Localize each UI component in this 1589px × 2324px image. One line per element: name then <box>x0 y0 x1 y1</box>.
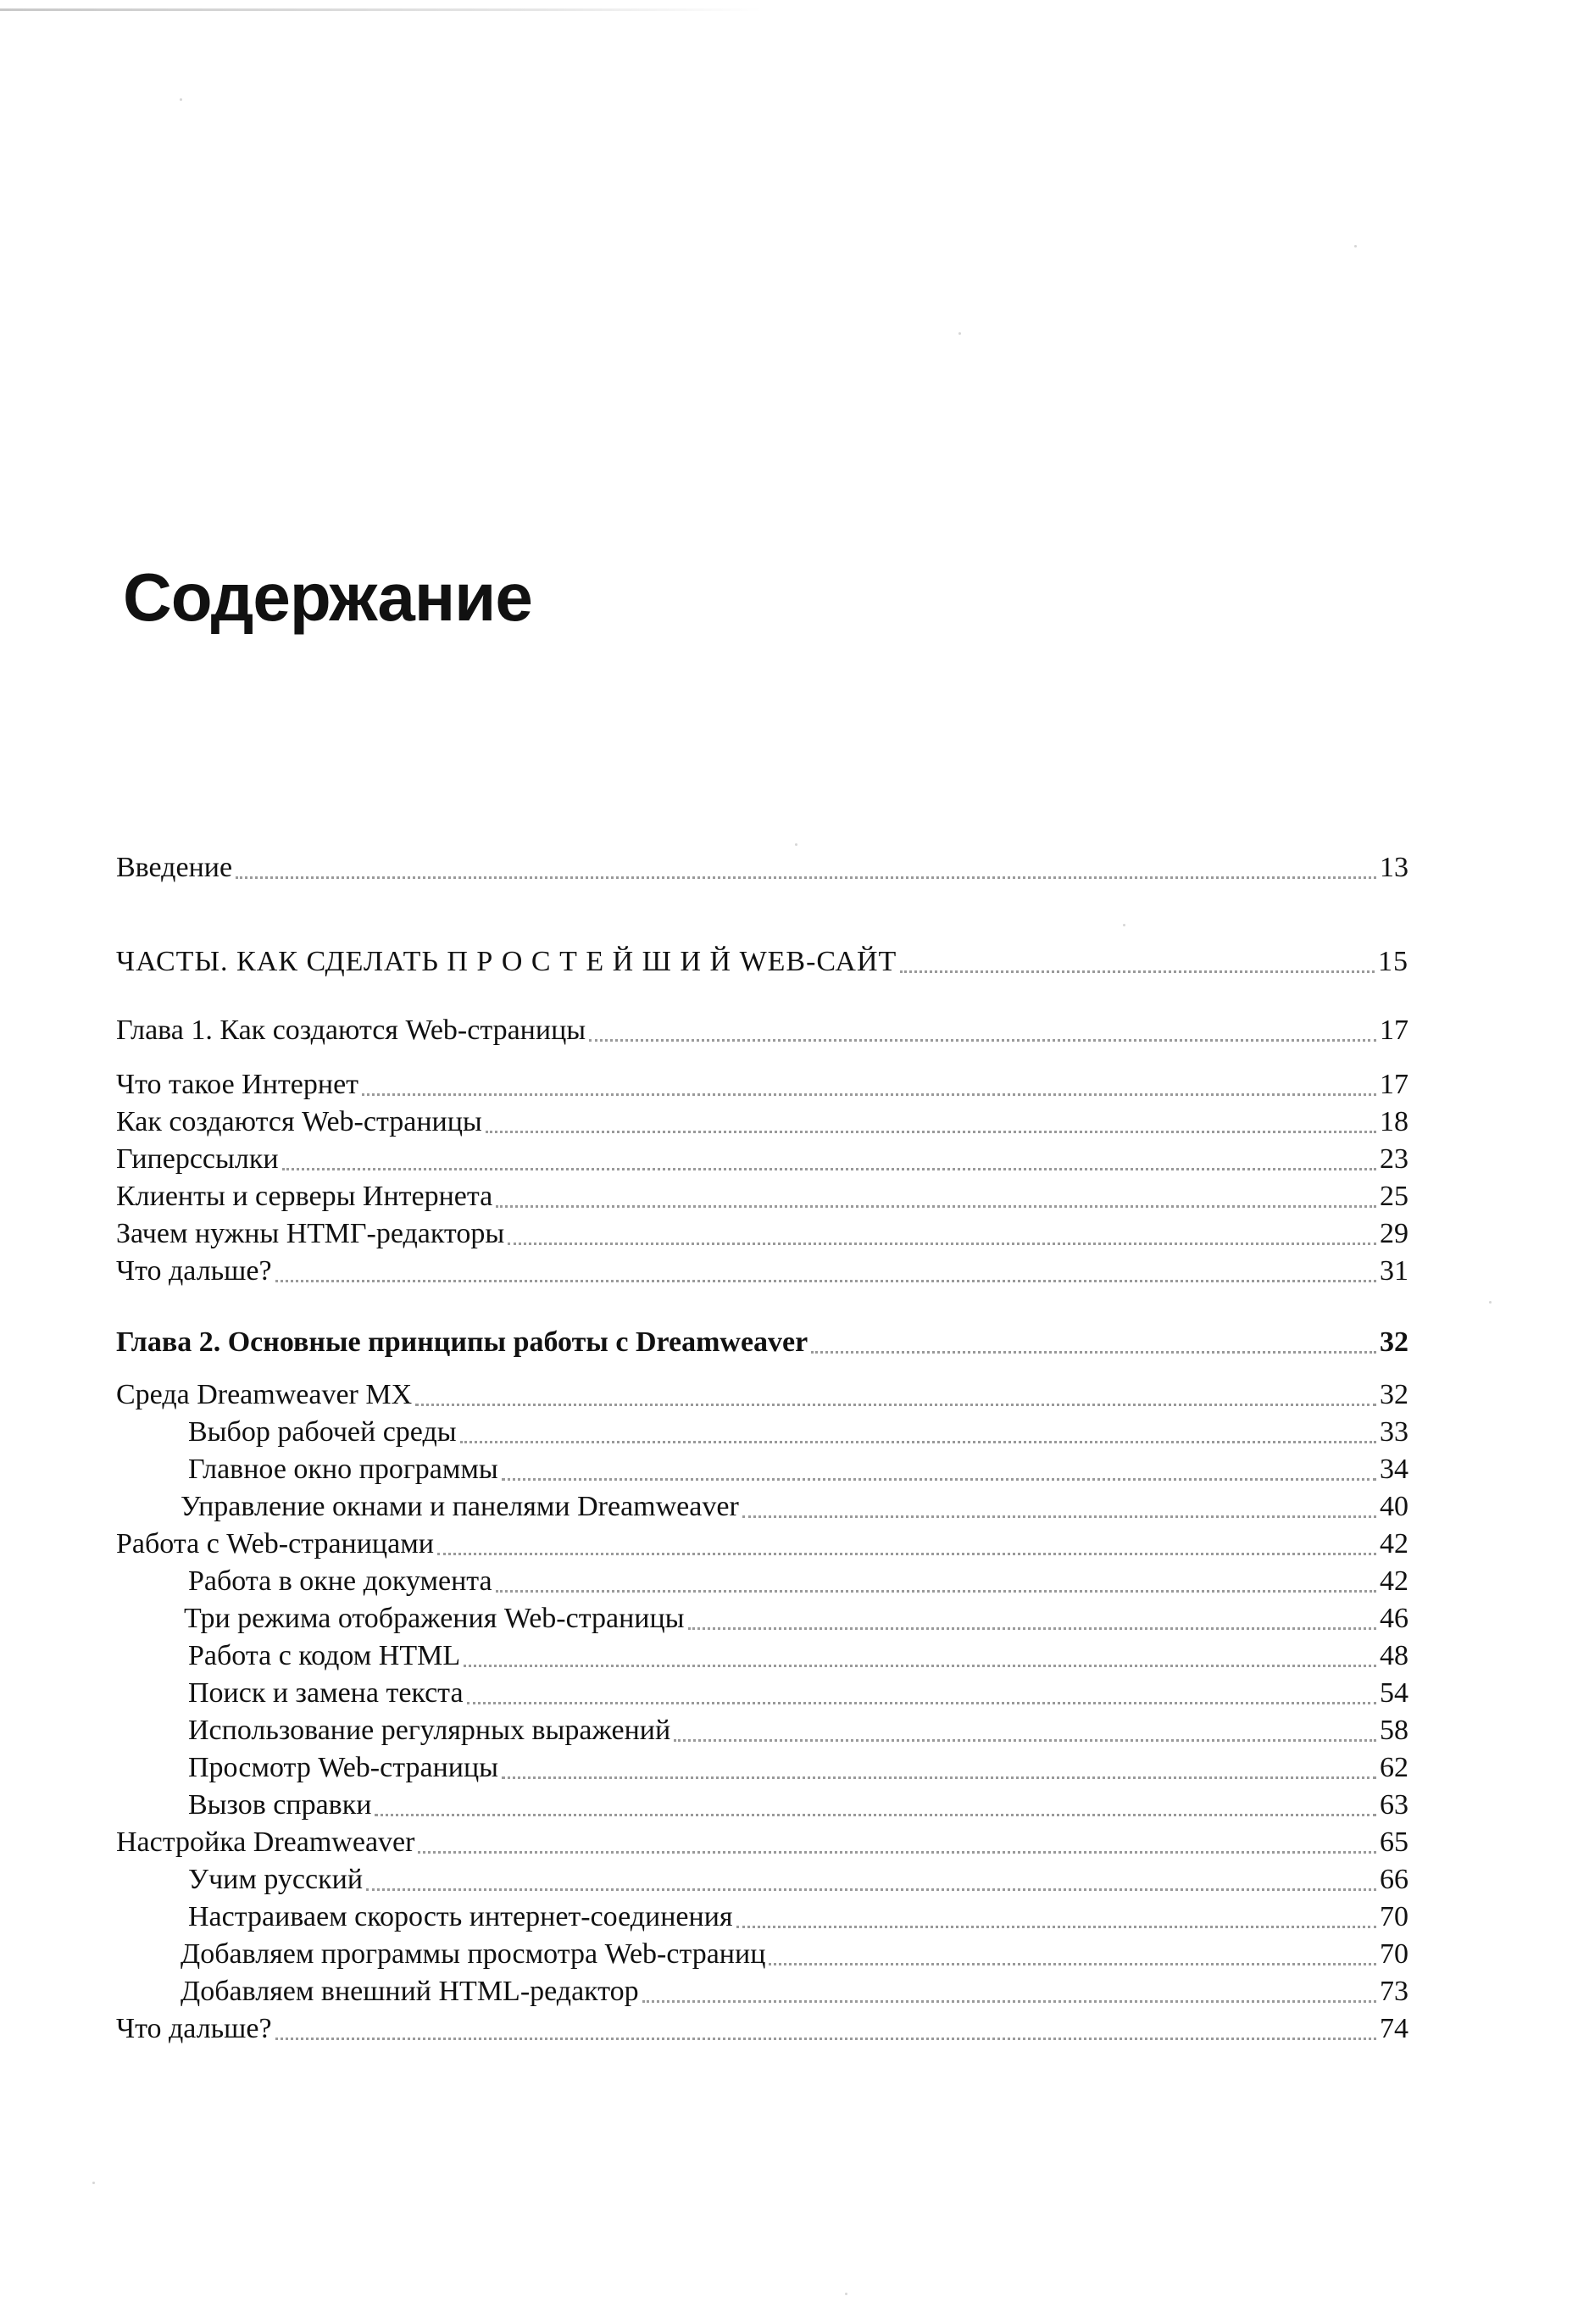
toc-entry-subsection[interactable] <box>188 1787 1408 1824</box>
dot-leader <box>769 1963 1376 1965</box>
toc-entry-label: Работа с кодом HTML <box>188 1640 461 1671</box>
scan-speck <box>180 98 182 101</box>
toc-entry-label: Настраиваем скорость интернет-соединения <box>188 1901 733 1932</box>
dot-leader <box>467 1702 1376 1704</box>
dot-leader <box>502 1776 1376 1779</box>
toc-entry-label: Управление окнами и панелями Dreamweaver <box>181 1491 739 1522</box>
dot-leader <box>236 876 1376 879</box>
toc-entry-subsection[interactable] <box>188 1451 1408 1488</box>
toc-page-number: 17 <box>1380 1015 1408 1046</box>
toc-entry-label: Клиенты и серверы Интернета <box>116 1181 493 1212</box>
dot-leader <box>486 1131 1376 1133</box>
toc-entry-label: Использование регулярных выражений <box>188 1715 671 1746</box>
toc-entry-section[interactable] <box>116 1253 1408 1290</box>
toc-page-number: 23 <box>1380 1143 1408 1175</box>
dot-leader <box>362 1093 1376 1096</box>
toc-page-number: 73 <box>1380 1976 1408 2007</box>
dot-leader <box>275 2038 1376 2040</box>
toc-entry-subsection[interactable] <box>181 1973 1408 2010</box>
toc-entry-subsection[interactable] <box>188 1712 1408 1749</box>
toc-entry-subsection[interactable] <box>184 1600 1408 1637</box>
dot-leader <box>900 970 1375 973</box>
toc-entry-label: Что дальше? <box>116 2013 272 2044</box>
toc-entry-section[interactable] <box>116 2010 1408 2048</box>
toc-entry-label: Зачем нужны НТМГ-редакторы <box>116 1218 505 1249</box>
dot-leader <box>375 1814 1376 1816</box>
dot-leader <box>418 1851 1376 1854</box>
dot-leader <box>742 1515 1376 1518</box>
toc-entry-subsection[interactable] <box>181 1488 1408 1526</box>
toc-entry-subsection[interactable] <box>188 1861 1408 1899</box>
dot-leader <box>688 1627 1376 1630</box>
toc-entry-label: Работа в окне документа <box>188 1565 492 1597</box>
dot-leader <box>496 1205 1376 1208</box>
toc-entry-label: Глава 2. Основные принципы работы с Dreamweaver <box>116 1326 808 1358</box>
toc-page-number: 18 <box>1380 1106 1408 1137</box>
toc-entry-section[interactable] <box>116 1141 1408 1178</box>
toc-entry-subsection[interactable] <box>188 1637 1408 1675</box>
toc-page-number: 63 <box>1380 1789 1408 1821</box>
toc-page-number: 66 <box>1380 1864 1408 1895</box>
toc-page-number: 42 <box>1380 1565 1408 1597</box>
toc-page-number: 54 <box>1380 1677 1408 1709</box>
scan-speck <box>1489 1301 1492 1304</box>
toc-entry-label: Что такое Интернет <box>116 1069 359 1100</box>
toc-entry-label: Три режима отображения Web-страницы <box>184 1603 685 1634</box>
toc-entry-label: Вызов справки <box>188 1789 372 1821</box>
toc-entry-label: Что дальше? <box>116 1255 272 1287</box>
toc-entry-label: Выбор рабочей среды <box>188 1416 457 1448</box>
scan-speck <box>92 2182 95 2184</box>
toc-page-number: 62 <box>1380 1752 1408 1783</box>
toc-page-number: 70 <box>1380 1901 1408 1932</box>
toc-entry-label: Введение <box>116 852 233 883</box>
toc-page-number: 40 <box>1380 1491 1408 1522</box>
toc-page-number: 25 <box>1380 1181 1408 1212</box>
toc-entry-label: Добавляем внешний HTML-редактор <box>181 1976 639 2007</box>
toc-page-number: 32 <box>1380 1326 1408 1358</box>
toc-page-number: 15 <box>1378 946 1408 977</box>
scan-speck <box>795 843 797 846</box>
toc-page-number: 46 <box>1380 1603 1408 1634</box>
toc-entry-subsection[interactable] <box>188 1749 1408 1787</box>
toc-entry-introduction[interactable] <box>116 849 1408 887</box>
toc-entry-subsection[interactable] <box>188 1563 1408 1600</box>
toc-page-number: 58 <box>1380 1715 1408 1746</box>
toc-entry-chapter-2[interactable] <box>116 1324 1408 1361</box>
toc-entry-chapter-1[interactable] <box>116 1012 1408 1049</box>
toc-entry-part-1[interactable] <box>116 943 1408 981</box>
toc-page-number: 42 <box>1380 1528 1408 1560</box>
toc-entry-label: Работа с Web-страницами <box>116 1528 434 1560</box>
dot-leader <box>275 1280 1376 1282</box>
toc-entry-label: Глава 1. Как создаются Web-страницы <box>116 1015 586 1046</box>
toc-entry-section[interactable] <box>116 1215 1408 1253</box>
dot-leader <box>437 1553 1376 1555</box>
dot-leader <box>811 1351 1376 1354</box>
scan-edge-rule <box>0 8 763 11</box>
toc-page-number: 65 <box>1380 1826 1408 1858</box>
toc-entry-label: Просмотр Web-страницы <box>188 1752 498 1783</box>
scan-speck <box>1354 245 1357 247</box>
toc-page-number: 32 <box>1380 1379 1408 1410</box>
toc-entry-section[interactable] <box>116 1824 1408 1861</box>
dot-leader <box>642 2000 1376 2003</box>
dot-leader <box>460 1441 1376 1443</box>
toc-entry-label: Главное окно программы <box>188 1454 498 1485</box>
scan-speck <box>1123 924 1125 926</box>
dot-leader <box>502 1478 1376 1481</box>
toc-page-number: 31 <box>1380 1255 1408 1287</box>
toc-page-number: 70 <box>1380 1938 1408 1970</box>
dot-leader <box>282 1168 1376 1170</box>
toc-entry-section[interactable] <box>116 1178 1408 1215</box>
dot-leader <box>496 1590 1376 1593</box>
toc-entry-subsection[interactable] <box>181 1936 1408 1973</box>
toc-entry-subsection[interactable] <box>188 1675 1408 1712</box>
toc-entry-section[interactable] <box>116 1376 1408 1414</box>
toc-page-number: 17 <box>1380 1069 1408 1100</box>
toc-page-number: 33 <box>1380 1416 1408 1448</box>
toc-entry-subsection[interactable] <box>188 1899 1408 1936</box>
toc-entry-label: Поиск и замена текста <box>188 1677 464 1709</box>
toc-entry-section[interactable] <box>116 1104 1408 1141</box>
dot-leader <box>464 1665 1376 1667</box>
dot-leader <box>415 1404 1376 1406</box>
toc-page-number: 74 <box>1380 2013 1408 2044</box>
toc-page-number: 34 <box>1380 1454 1408 1485</box>
toc-entry-label: Гиперссылки <box>116 1143 279 1175</box>
toc-entry-label: Учим русский <box>188 1864 364 1895</box>
toc-page-number: 13 <box>1380 852 1408 883</box>
dot-leader <box>589 1039 1376 1042</box>
toc-entry-label: Настройка Dreamweaver <box>116 1826 415 1858</box>
scan-speck <box>958 332 961 335</box>
dot-leader <box>736 1926 1376 1928</box>
dot-leader <box>366 1888 1376 1891</box>
toc-entry-label: Как создаются Web-страницы <box>116 1106 482 1137</box>
toc-entry-section[interactable] <box>116 1526 1408 1563</box>
page-title: Содержание <box>123 559 532 635</box>
scan-speck <box>845 2293 847 2295</box>
toc-entry-label: Добавляем программы просмотра Web-страниц <box>181 1938 766 1970</box>
toc-page-number: 29 <box>1380 1218 1408 1249</box>
toc-entry-section[interactable] <box>116 1066 1408 1104</box>
toc-page-number: 48 <box>1380 1640 1408 1671</box>
toc-entry-label: ЧАСТЫ. КАК СДЕЛАТЬ П Р О С Т Е Й Ш И Й WEB-САЙТ <box>116 946 897 977</box>
toc-entry-subsection[interactable] <box>188 1414 1408 1451</box>
dot-leader <box>674 1739 1376 1742</box>
dot-leader <box>508 1243 1376 1245</box>
toc-entry-label: Среда Dreamweaver MX <box>116 1379 413 1410</box>
